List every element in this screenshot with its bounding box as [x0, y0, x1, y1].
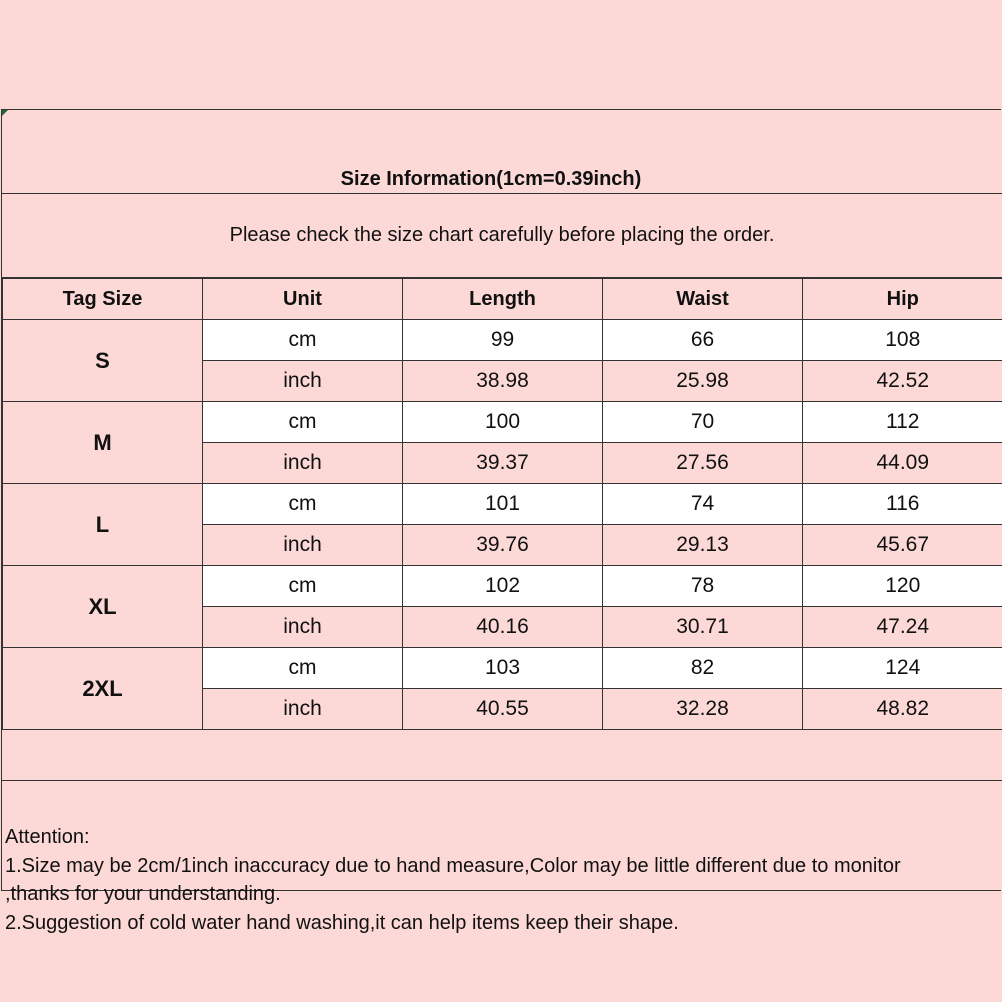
- subtitle-row: [2, 194, 1002, 278]
- length-cell: 103: [403, 648, 603, 689]
- tag-size-cell: XL: [3, 566, 203, 648]
- unit-cell: cm: [203, 402, 403, 443]
- title-row: [2, 110, 1002, 194]
- hip-cell: 42.52: [803, 361, 1002, 402]
- waist-cell: 78: [603, 566, 803, 607]
- length-cell: 101: [403, 484, 603, 525]
- waist-cell: 25.98: [603, 361, 803, 402]
- length-cell: 39.37: [403, 443, 603, 484]
- length-cell: 40.55: [403, 689, 603, 730]
- header-tag-size: Tag Size: [3, 279, 203, 320]
- unit-cell: inch: [203, 689, 403, 730]
- waist-cell: 29.13: [603, 525, 803, 566]
- unit-cell: inch: [203, 361, 403, 402]
- length-cell: 38.98: [403, 361, 603, 402]
- header-waist: Waist: [603, 279, 803, 320]
- notes-line-2: ,thanks for your understanding.: [5, 883, 281, 905]
- hip-cell: 45.67: [803, 525, 1002, 566]
- hip-cell: 120: [803, 566, 1002, 607]
- table-row: [3, 566, 1002, 607]
- header-length: Length: [403, 279, 603, 320]
- length-cell: 102: [403, 566, 603, 607]
- page-title: Size Information(1cm=0.39inch): [340, 168, 642, 190]
- table-row: [3, 402, 1002, 443]
- notes-text-block: [5, 823, 901, 937]
- hip-cell: 112: [803, 402, 1002, 443]
- unit-cell: cm: [203, 566, 403, 607]
- waist-cell: 30.71: [603, 607, 803, 648]
- table-row: [3, 648, 1002, 689]
- attention-notes: [2, 780, 1002, 934]
- unit-cell: inch: [203, 607, 403, 648]
- length-cell: 99: [403, 320, 603, 361]
- notes-line-3: 2.Suggestion of cold water hand washing,it can help items keep their shape.: [5, 911, 679, 934]
- tag-size-cell: L: [3, 484, 203, 566]
- size-table: [2, 278, 1002, 730]
- waist-cell: 74: [603, 484, 803, 525]
- table-row: [3, 484, 1002, 525]
- hip-cell: 44.09: [803, 443, 1002, 484]
- tag-size-cell: S: [3, 320, 203, 402]
- length-cell: 100: [403, 402, 603, 443]
- table-header-row: [3, 279, 1002, 320]
- unit-cell: cm: [203, 484, 403, 525]
- size-chart-sheet: [1, 109, 1001, 934]
- subtitle: Please check the size chart carefully before placing the order.: [229, 224, 775, 246]
- header-unit: Unit: [203, 279, 403, 320]
- unit-cell: cm: [203, 648, 403, 689]
- hip-cell: 47.24: [803, 607, 1002, 648]
- notes-line-1: 1.Size may be 2cm/1inch inaccuracy due to hand measure,Color may be little different due to monitor: [5, 854, 901, 877]
- table-row: [3, 320, 1002, 361]
- notes-heading: Attention:: [5, 826, 90, 848]
- hip-cell: 108: [803, 320, 1002, 361]
- length-cell: 40.16: [403, 607, 603, 648]
- waist-cell: 66: [603, 320, 803, 361]
- tag-size-cell: 2XL: [3, 648, 203, 730]
- hip-cell: 116: [803, 484, 1002, 525]
- waist-cell: 70: [603, 402, 803, 443]
- length-cell: 39.76: [403, 525, 603, 566]
- hip-cell: 124: [803, 648, 1002, 689]
- waist-cell: 82: [603, 648, 803, 689]
- waist-cell: 32.28: [603, 689, 803, 730]
- unit-cell: cm: [203, 320, 403, 361]
- waist-cell: 27.56: [603, 443, 803, 484]
- tag-size-cell: M: [3, 402, 203, 484]
- header-hip: Hip: [803, 279, 1002, 320]
- unit-cell: inch: [203, 525, 403, 566]
- hip-cell: 48.82: [803, 689, 1002, 730]
- unit-cell: inch: [203, 443, 403, 484]
